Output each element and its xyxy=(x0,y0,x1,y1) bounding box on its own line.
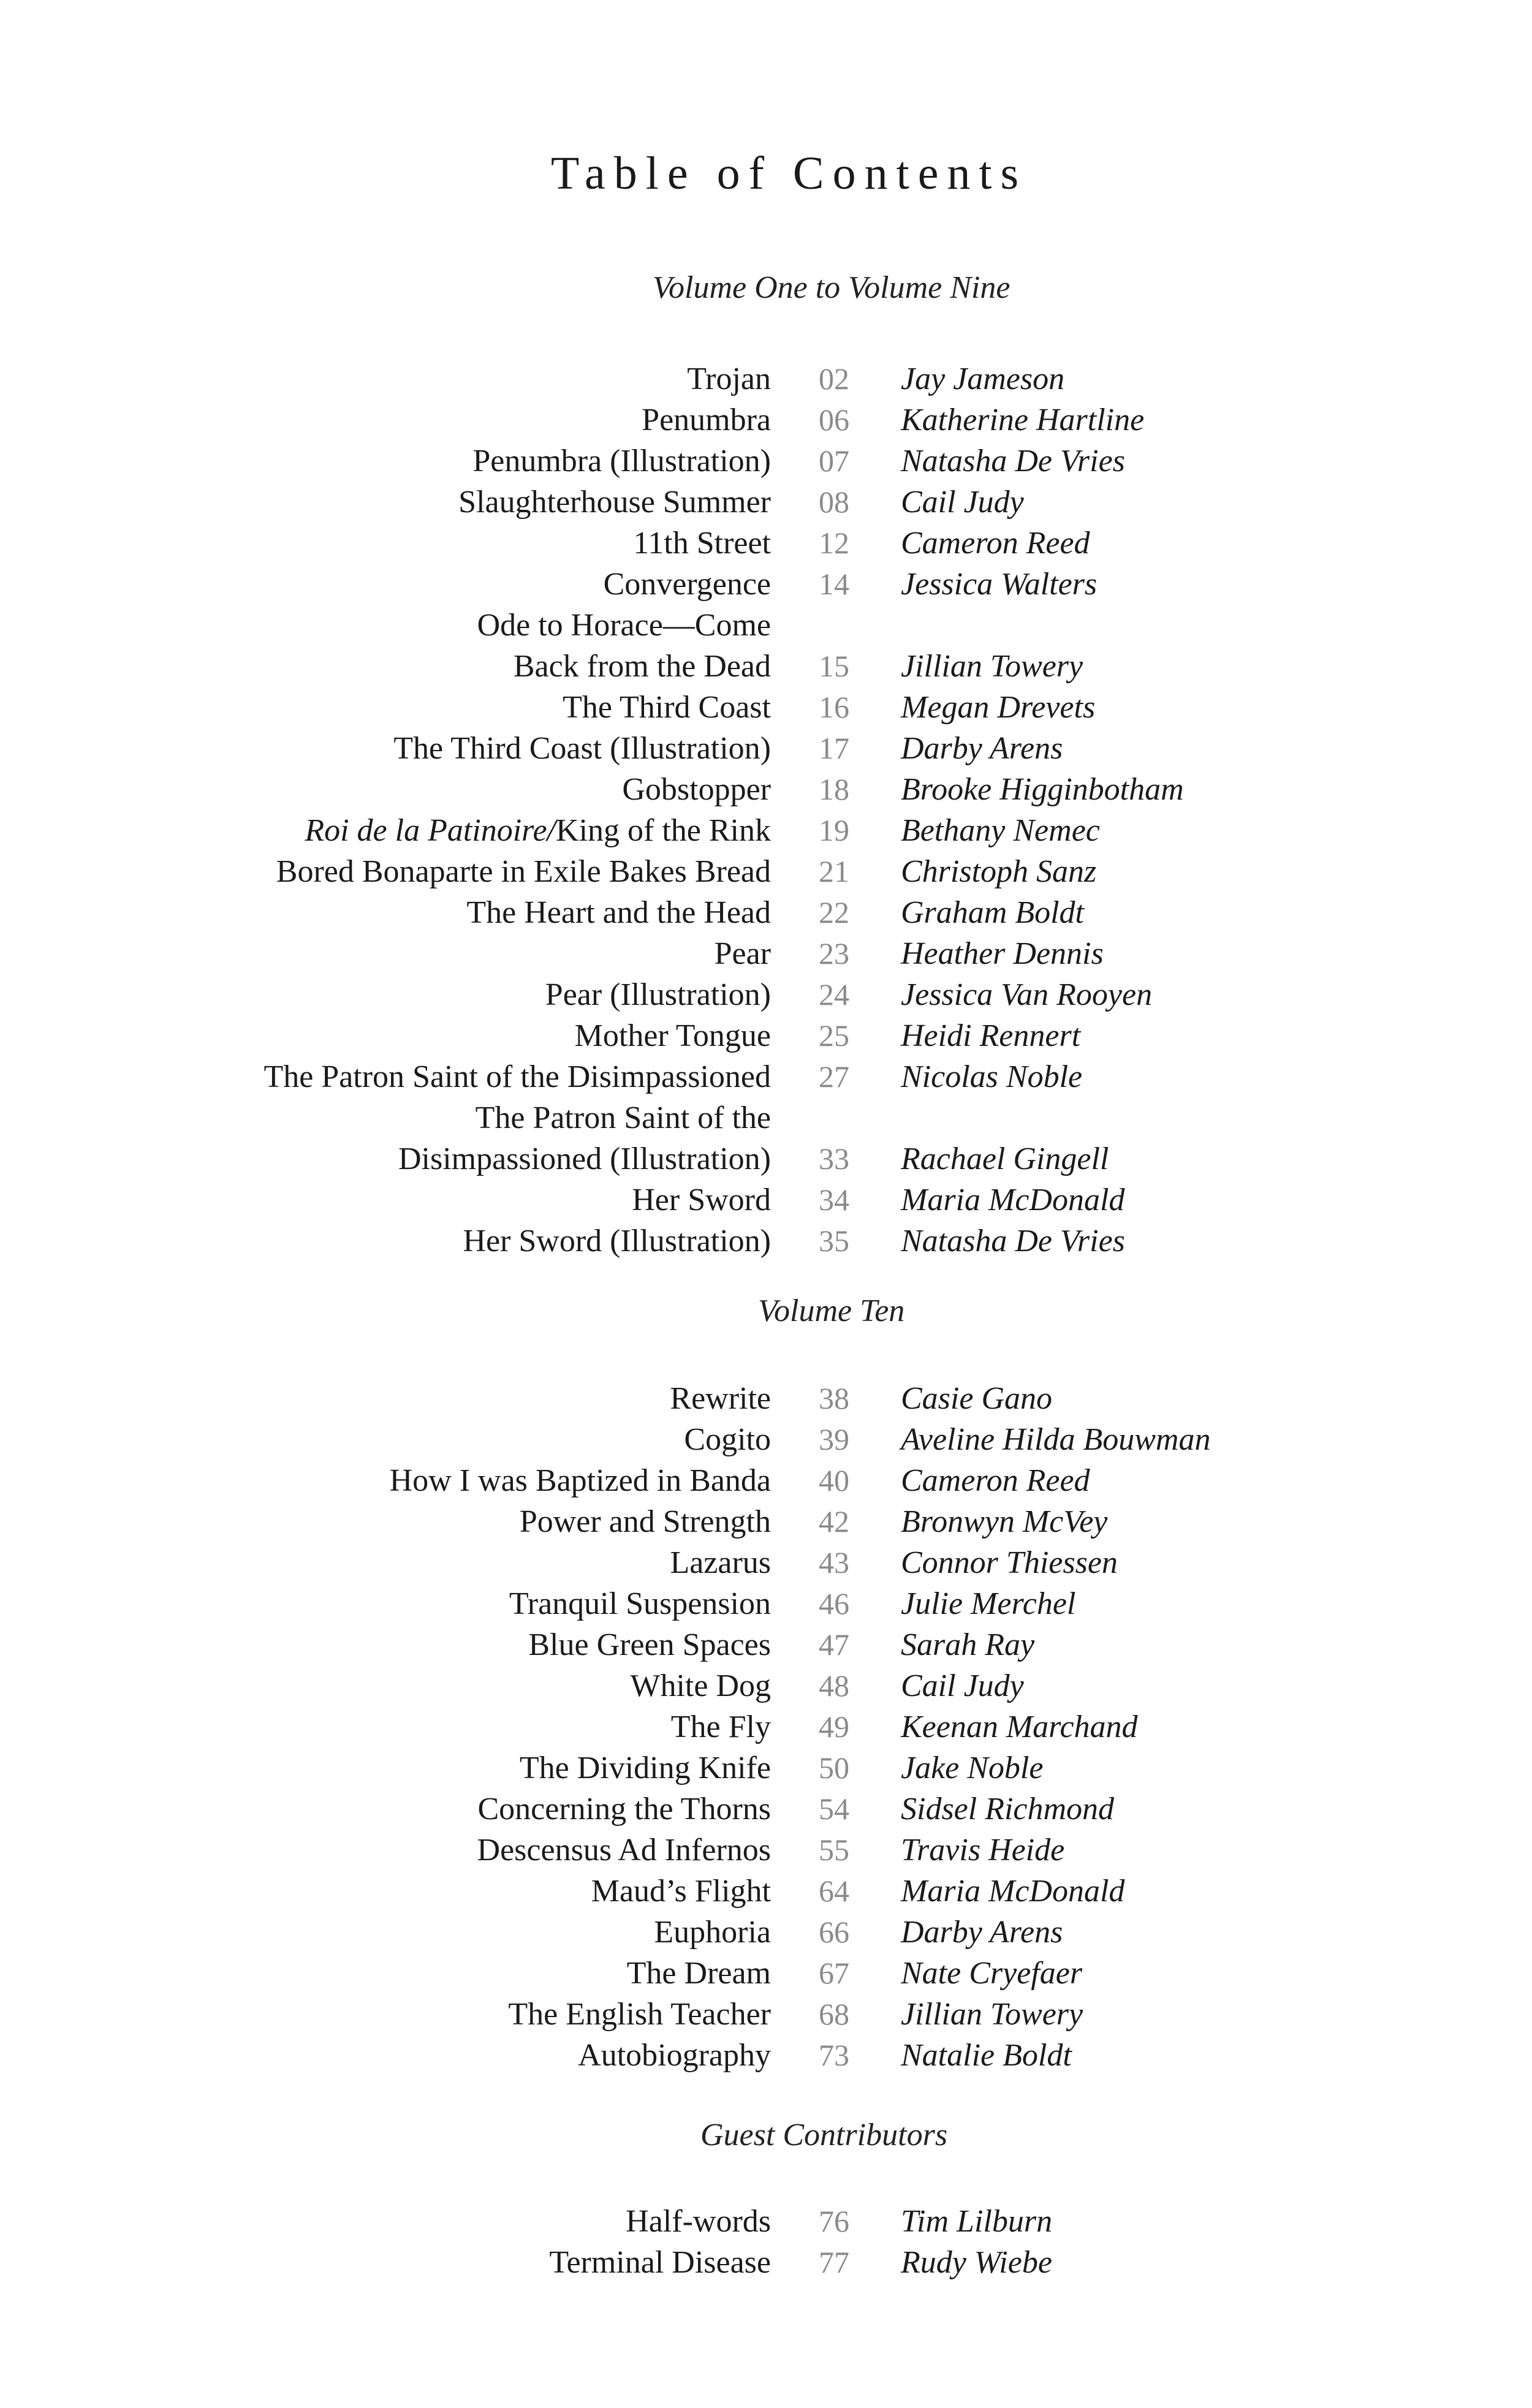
entry-page: 06 xyxy=(819,403,849,437)
entry-author: Jillian Towery xyxy=(901,649,1083,684)
entry-title: Convergence xyxy=(603,567,771,602)
entry-author: Maria McDonald xyxy=(901,1183,1125,1217)
list-item xyxy=(0,1221,1532,1262)
entry-title: Pear (Illustration) xyxy=(545,977,771,1012)
section-volume-ten xyxy=(0,1293,1532,2076)
list-item xyxy=(0,523,1532,564)
entry-title: Power and Strength xyxy=(519,1504,771,1539)
entry-page: 14 xyxy=(819,567,849,601)
list-item xyxy=(0,399,1532,441)
section-guest-contributors xyxy=(0,2117,1532,2283)
entry-title: Descensus Ad Infernos xyxy=(477,1833,771,1868)
entry-title: The Third Coast xyxy=(563,690,771,725)
entry-title: The Heart and the Head xyxy=(466,895,771,930)
entry-author: Tim Lilburn xyxy=(901,2204,1053,2239)
list-item xyxy=(0,1994,1532,2035)
entry-page: 12 xyxy=(819,526,849,560)
entry-title: Pear xyxy=(714,936,771,971)
list-item xyxy=(0,1830,1532,1871)
entry-author: Aveline Hilda Bouwman xyxy=(901,1422,1211,1457)
entry-author: Bethany Nemec xyxy=(901,813,1100,848)
entry-page: 15 xyxy=(819,649,849,683)
entry-page: 43 xyxy=(819,1545,849,1580)
entry-page: 50 xyxy=(819,1751,849,1785)
entry-author: Darby Arens xyxy=(901,1915,1063,1950)
entry-title: Slaughterhouse Summer xyxy=(458,485,771,520)
entry-author: Connor Thiessen xyxy=(901,1545,1118,1580)
entry-page: 73 xyxy=(819,2038,849,2072)
list-item xyxy=(0,2242,1532,2283)
entry-title: Mother Tongue xyxy=(574,1018,771,1053)
entry-author: Sidsel Richmond xyxy=(901,1792,1115,1827)
entry-title: Blue Green Spaces xyxy=(528,1627,771,1662)
list-item xyxy=(0,1419,1532,1460)
entry-page: 16 xyxy=(819,690,849,724)
list-item xyxy=(0,1460,1532,1501)
entry-title: The Dream xyxy=(626,1956,771,1991)
list-item xyxy=(0,1747,1532,1789)
entry-title: Lazarus xyxy=(670,1545,771,1580)
list-item xyxy=(0,1912,1532,1953)
entry-page: 07 xyxy=(819,444,849,478)
entry-author: Rudy Wiebe xyxy=(901,2245,1052,2280)
list-item xyxy=(0,1665,1532,1706)
section-heading: Guest Contributors xyxy=(700,2118,948,2152)
entry-page: 47 xyxy=(819,1627,849,1662)
list-item xyxy=(0,482,1532,523)
entry-title: The Dividing Knife xyxy=(519,1751,771,1785)
entry-title xyxy=(398,1097,771,1179)
list-item xyxy=(0,1179,1532,1221)
entry-title: Bored Bonaparte in Exile Bakes Bread xyxy=(276,854,771,889)
entry-author: Heidi Rennert xyxy=(901,1018,1081,1053)
entry-page: 67 xyxy=(819,1956,849,1990)
entry-page: 22 xyxy=(819,895,849,930)
entry-author: Cail Judy xyxy=(901,485,1024,520)
entry-title: The Third Coast (Illustration) xyxy=(393,731,771,766)
list-item xyxy=(0,2201,1532,2242)
entry-title: White Dog xyxy=(630,1668,771,1703)
entry-page: 77 xyxy=(819,2245,849,2279)
entry-author: Nicolas Noble xyxy=(901,1059,1083,1094)
entry-title xyxy=(305,810,771,851)
list-item xyxy=(0,892,1532,933)
entry-title-rest: King of the Rink xyxy=(556,813,771,848)
entry-page: 39 xyxy=(819,1422,849,1456)
entry-title: Terminal Disease xyxy=(549,2245,771,2280)
entry-author: Katherine Hartline xyxy=(901,403,1145,437)
entry-title-line1: The Patron Saint of the xyxy=(475,1100,771,1135)
section-heading: Volume One to Volume Nine xyxy=(653,270,1011,305)
entry-page: 48 xyxy=(819,1668,849,1703)
entry-title: Penumbra xyxy=(642,403,771,437)
entry-author: Cail Judy xyxy=(901,1668,1024,1703)
list-item xyxy=(0,728,1532,769)
section-heading: Volume Ten xyxy=(758,1293,905,1328)
list-item xyxy=(0,1583,1532,1624)
entry-author: Christoph Sanz xyxy=(901,854,1097,889)
entry-page: 35 xyxy=(819,1224,849,1258)
list-item xyxy=(0,1706,1532,1747)
entry-title: 11th Street xyxy=(633,526,771,561)
list-item xyxy=(0,1015,1532,1056)
list-item xyxy=(0,810,1532,851)
list-item xyxy=(0,851,1532,892)
entry-author: Brooke Higginbotham xyxy=(901,772,1184,807)
entry-author: Keenan Marchand xyxy=(901,1709,1138,1744)
list-item xyxy=(0,1501,1532,1542)
entry-title: Gobstopper xyxy=(622,772,771,807)
entry-title: Maud’s Flight xyxy=(591,1874,771,1909)
entry-title-line2: Back from the Dead xyxy=(513,649,771,684)
entry-list xyxy=(0,358,1532,1262)
list-item xyxy=(0,1097,1532,1179)
entry-author: Travis Heide xyxy=(901,1833,1065,1868)
entry-author: Heather Dennis xyxy=(901,936,1104,971)
list-item xyxy=(0,1056,1532,1097)
entry-page: 24 xyxy=(819,977,849,1012)
entry-page: 02 xyxy=(819,362,849,396)
entry-author: Sarah Ray xyxy=(901,1627,1035,1662)
list-item xyxy=(0,1624,1532,1665)
entry-title xyxy=(477,605,771,687)
section-volume-one-to-nine xyxy=(0,270,1532,1262)
list-item xyxy=(0,974,1532,1015)
list-item xyxy=(0,1542,1532,1583)
entry-page: 17 xyxy=(819,731,849,765)
entry-author: Jessica Van Rooyen xyxy=(901,977,1153,1012)
list-item xyxy=(0,564,1532,605)
entry-author: Casie Gano xyxy=(901,1381,1052,1416)
list-item xyxy=(0,687,1532,728)
entry-title: Cogito xyxy=(684,1422,771,1457)
entry-page: 25 xyxy=(819,1018,849,1053)
list-item xyxy=(0,933,1532,974)
list-item xyxy=(0,441,1532,482)
entry-author: Jay Jameson xyxy=(901,362,1065,396)
entry-page: 27 xyxy=(819,1059,849,1094)
entry-title: Concerning the Thorns xyxy=(477,1792,771,1827)
entry-title: The Patron Saint of the Disimpassioned xyxy=(264,1059,771,1094)
entry-list xyxy=(0,2201,1532,2283)
entry-title: Penumbra (Illustration) xyxy=(472,444,771,479)
entry-author: Maria McDonald xyxy=(901,1874,1125,1909)
entry-list xyxy=(0,1378,1532,2076)
entry-page: 19 xyxy=(819,813,849,847)
page-title: Table of Contents xyxy=(550,148,1028,199)
entry-title: The English Teacher xyxy=(508,1997,771,2032)
entry-title: Her Sword (Illustration) xyxy=(463,1224,771,1259)
entry-author: Bronwyn McVey xyxy=(901,1504,1108,1539)
entry-title: The Fly xyxy=(670,1709,771,1744)
entry-title-italic: Roi de la Patinoire/ xyxy=(305,813,556,848)
entry-title-line1: Ode to Horace—Come xyxy=(477,608,771,643)
entry-page: 34 xyxy=(819,1183,849,1217)
entry-author: Nate Cryefaer xyxy=(901,1956,1083,1991)
list-item xyxy=(0,1871,1532,1912)
entry-title: Tranquil Suspension xyxy=(509,1586,771,1621)
entry-author: Natalie Boldt xyxy=(901,2038,1072,2073)
entry-author: Jillian Towery xyxy=(901,1997,1083,2032)
entry-author: Cameron Reed xyxy=(901,1463,1090,1498)
entry-author: Julie Merchel xyxy=(901,1586,1076,1621)
entry-title-line2: Disimpassioned (Illustration) xyxy=(398,1142,771,1176)
entry-page: 18 xyxy=(819,772,849,806)
entry-page: 08 xyxy=(819,485,849,519)
entry-author: Natasha De Vries xyxy=(901,1224,1125,1259)
entry-page: 46 xyxy=(819,1586,849,1621)
entry-title: Trojan xyxy=(687,362,771,396)
list-item xyxy=(0,1953,1532,1994)
entry-page: 54 xyxy=(819,1792,849,1826)
list-item xyxy=(0,358,1532,399)
list-item xyxy=(0,769,1532,810)
entry-author: Natasha De Vries xyxy=(901,444,1125,479)
entry-page: 55 xyxy=(819,1833,849,1867)
entry-page: 49 xyxy=(819,1709,849,1744)
list-item xyxy=(0,605,1532,687)
entry-page: 42 xyxy=(819,1504,849,1539)
entry-author: Graham Boldt xyxy=(901,895,1084,930)
entry-page: 21 xyxy=(819,854,849,888)
entry-author: Cameron Reed xyxy=(901,526,1090,561)
entry-page: 23 xyxy=(819,936,849,971)
list-item xyxy=(0,1789,1532,1830)
entry-title: How I was Baptized in Banda xyxy=(389,1463,771,1498)
entry-title: Euphoria xyxy=(654,1915,771,1950)
list-item xyxy=(0,1378,1532,1419)
entry-page: 33 xyxy=(819,1142,849,1176)
entry-page: 66 xyxy=(819,1915,849,1949)
entry-page: 64 xyxy=(819,1874,849,1908)
list-item xyxy=(0,2035,1532,2076)
entry-page: 68 xyxy=(819,1997,849,2031)
entry-page: 76 xyxy=(819,2204,849,2238)
entry-title: Her Sword xyxy=(632,1183,771,1217)
entry-author: Jake Noble xyxy=(901,1751,1044,1785)
entry-author: Rachael Gingell xyxy=(901,1142,1109,1176)
entry-page: 38 xyxy=(819,1381,849,1415)
entry-author: Megan Drevets xyxy=(901,690,1096,725)
entry-author: Jessica Walters xyxy=(901,567,1098,602)
entry-page: 40 xyxy=(819,1463,849,1497)
entry-title: Autobiography xyxy=(578,2038,771,2073)
entry-author: Darby Arens xyxy=(901,731,1063,766)
entry-title: Rewrite xyxy=(670,1381,771,1416)
entry-title: Half-words xyxy=(626,2204,771,2239)
